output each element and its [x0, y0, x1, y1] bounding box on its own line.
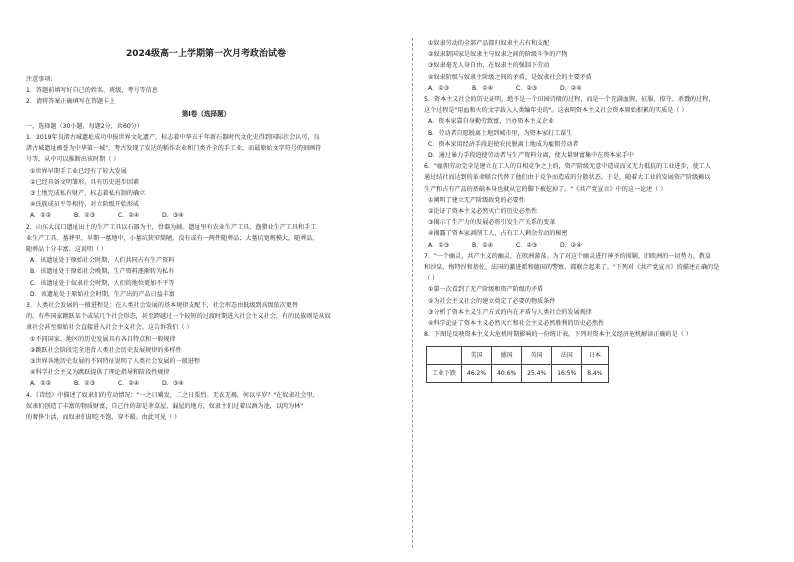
choice-c: C．②④ [118, 212, 140, 220]
question-6 [424, 161, 784, 251]
choice-b: B．①③ [74, 380, 96, 388]
choice-c: C．②③ [516, 84, 538, 92]
notice-heading: 注意事项: [26, 76, 53, 83]
question-5 [424, 94, 784, 161]
question-text: 5．资本主义社会的历史证明，绝不是一个田园诗般的过程，而是一个充满血腥、征服、掠夺、杀戮的过程， [424, 96, 715, 104]
table-row-label: 工业下跌 [427, 365, 462, 383]
choice-b: B．①③ [74, 212, 96, 220]
option-item: B．劳动者自愿脱离土地到城市里，为资本家打工谋生 [428, 129, 573, 137]
question-8 [424, 329, 784, 383]
table-header-cell: 英国 [522, 347, 552, 365]
question-text: 3．人类社会发展的一般进程是：在人类社会发展的基本规律支配下，社会形态由低级到高级依次更替 [26, 302, 299, 310]
question-text: 业生产工具。墓葬里，早期一墓地中，小墓坑狭窄简陋，没有或有一两件随葬品；大墓坑宽规模大，随葬品， [26, 234, 319, 242]
question-text: 6．"雇佣劳动完全是建立在工人的自相竞争之上的，资产阶级无意中造成而又无力抵抗的工业进步，使工人 [424, 163, 711, 171]
answer-choices [424, 240, 784, 251]
option-item: ③土地完成私有财产，标志着私有制的确立 [30, 190, 146, 198]
table-cell: 40.6% [492, 365, 522, 383]
table-header-cell: 美国 [462, 347, 492, 365]
question-text: 随葬品十分丰富。这说明（ ） [26, 246, 108, 254]
right-column [424, 38, 784, 383]
choice-a: A．①③ [428, 241, 450, 249]
option-item: D．该遗址处于原始社会时期，生产出的产品日益丰富 [30, 290, 175, 298]
table-cell: 8.4% [582, 365, 608, 383]
option-item: ③奴隶毫无人身自由，在奴隶主的强制下劳动 [428, 62, 550, 70]
option-item: ④科学社会主义为跳跃提供了理论指导和阶段性规律 [30, 369, 170, 377]
choice-b: B．①④ [472, 84, 494, 92]
table-cell: 25.4% [522, 365, 552, 383]
question-text: 的。有些国家跳跃某个或某几个社会形态，甚至跨越过一个较短的过渡时期进入社会主义社会，有的民族则是从奴 [26, 313, 331, 321]
question-text: 渚古城遗址被誉为中华第一城"，考古发现了发达的稻作农业和门类齐全的手工业，而最原始文字符号的刻画符 [26, 145, 322, 153]
notice-item: 1．答题前填写好自己的姓名、班级、考号等信息 [26, 87, 158, 95]
option-item: A．资本家靠自身勤劳致富，兴办资本主义企业 [428, 118, 555, 126]
option-item: ④氏族成员平等相待，对立阶级开始形成 [30, 201, 140, 209]
choice-d: D．②④ [560, 241, 582, 249]
choice-d: D．③④ [162, 212, 184, 220]
answer-choices [26, 378, 386, 389]
question-4-options [424, 38, 784, 94]
table-cell: 16.5% [552, 365, 582, 383]
option-item: C．资本家用经济手段迫使农民脱离土地成为雇佣劳动者 [428, 140, 579, 148]
answer-choices [424, 83, 784, 94]
option-item: ①阐明了建立无产阶级政党的必要性 [428, 196, 525, 204]
option-item: ①第一次看到了无产阶级和资产阶级的矛盾 [428, 286, 544, 294]
part-heading: 一、选择题（30小题，每题2分，共60分） [26, 122, 143, 130]
question-3 [26, 300, 386, 390]
option-item: ①世界早期手工业已经有了较大发展 [30, 167, 127, 175]
option-item: ①不同国家、地区的历史发展具有各自特点和一般规律 [30, 335, 176, 343]
option-item: ②已经具备文明雏形，具有历史进步因素 [30, 178, 140, 186]
option-item: ③世界各地历史发展的不同特征说明了人类社会发展的一般进程 [30, 358, 200, 366]
choice-a: A．①③ [428, 84, 450, 92]
question-text: 4．《诗经》中描述了奴隶们的劳动情况："一之日觱发，二之日栗烈。无衣无褐，何以卒岁？"在奴隶社会里， [26, 391, 319, 399]
choice-c: C．②④ [118, 380, 140, 388]
choice-a: A．①② [30, 212, 52, 220]
option-item: ②论证了资本主义必然灭亡的历史必然性 [428, 208, 538, 216]
question-text: 1．2019年良渚古城遗址成功申报世界文化遗产，标志着中华五千年新石器时代文化史得到国际社会认可，良 [26, 134, 320, 142]
question-text: 奴隶们创造了丰富的物质财富，自己住的却是茅草屋，漏屋的地方，奴隶主们过着以酒为池，以肉为林" [26, 402, 304, 410]
choice-c: C．②③ [516, 241, 538, 249]
option-item: A．该遗址处于原始社会时期，人们共同占有生产资料 [30, 257, 175, 265]
option-item: ②跳跃社会阶段完全违背人类社会历史发展规律的多样性 [30, 346, 182, 354]
question-text: 的奢侈生活，而奴隶们却吃不饱、穿不暖。由此可见（ ） [26, 414, 181, 422]
industry-decline-table [426, 346, 609, 383]
table-header-row [427, 347, 609, 365]
option-item: C．该遗址处于奴隶社会时期，人们的地位更加不平等 [30, 279, 175, 287]
option-item: ②奴隶制国家是奴隶主与奴隶之间的阶级斗争的产物 [428, 51, 568, 59]
answer-choices [26, 210, 386, 221]
option-item: ①奴隶劳动的全部产品都归奴隶主占有和支配 [428, 40, 550, 47]
question-text: 7．"一个幽灵，共产主义的幽灵，在欧洲游荡。为了对这个幽灵进行神圣的围剿，旧欧洲的一切势力，教皇 [424, 252, 711, 260]
exam-title: 2024级高一上学期第一次月考政治试卷 [125, 49, 287, 59]
question-text: 通过结社而达到的革命联合代替了他们由于竞争而造成的分散状态。于是，随着大工业的发展资产阶级赖以 [424, 174, 711, 182]
table-header-cell: 德国 [492, 347, 522, 365]
question-4 [26, 390, 386, 424]
option-item: ②为社会主义社会的建立奠定了必要的物质条件 [428, 297, 556, 305]
column-divider [412, 38, 413, 548]
question-text: 生产和占有产品的基础本身也就从它的脚下被挖掉了。"《共产党宣言》中的这一论述（ ） [424, 185, 667, 193]
choice-b: B．①④ [472, 241, 494, 249]
section-title: 第Ⅰ卷（选择题） [181, 109, 231, 118]
question-text: 和沙皇、梅特涅和基佐、法国的激进派和德国的警察，都联合起来了。"下列对《共产党宣言》的描述正确的是 [424, 264, 720, 272]
option-item: B．该遗址处于原始社会晚期，生产资料逐渐转为私有 [30, 268, 175, 276]
table-header-cell: 日本 [582, 347, 608, 365]
question-7 [424, 251, 784, 329]
question-text: 号等，从中可以推断出该时期（ ） [26, 156, 120, 164]
option-item: ④科学论证了资本主义必然灭亡和社会主义必然胜利的历史必然性 [428, 320, 605, 328]
option-item: ③分析了资本主义生产方式的内在矛盾与人类社会的发展规律 [428, 308, 592, 316]
question-2 [26, 222, 386, 300]
left-column [26, 40, 386, 423]
table-header-cell [427, 347, 462, 365]
question-1 [26, 132, 386, 222]
table-cell: 46.2% [462, 365, 492, 383]
choice-a: A．①② [30, 380, 52, 388]
question-text: 8．下图是反映资本主义大危机时期影响的一份统计表。下列对资本主义经济危机解读正确的是（ ） [424, 331, 692, 339]
choice-d: D．②④ [560, 84, 582, 92]
table-row [427, 365, 609, 383]
table-header-cell: 法国 [552, 347, 582, 365]
notice-item: 2．请将答案正确填写在答题卡上 [26, 98, 116, 106]
question-text: 隶社会甚至原始社会直接进入社会主义社会。这告诉我们（ ） [26, 324, 193, 332]
option-item: ④奴隶阶级与奴隶主阶级之间的矛盾，是奴隶社会的主要矛盾 [428, 73, 592, 81]
option-item: D．通过暴力手段迫使劳动者与生产资料分离，使大量财富集中在资本家手中 [428, 152, 634, 160]
choice-d: D．③④ [162, 380, 184, 388]
option-item: ③揭示了生产力的发展必将引发生产关系的变革 [428, 219, 556, 227]
question-text: 2．山东大汶口遗址出土的生产工具以石器为主，骨器为辅。遗址里有农业生产工具、渔猎业生产工具和手工 [26, 223, 317, 231]
question-text: （ ） [424, 275, 439, 283]
question-text: 这个过程是"用血和火的文字载入人类编年史的"。这表明资本主义社会资本原始积累的实质是（ ） [424, 107, 688, 115]
option-item: ④揭露了资本家剥削工人、占有工人剩余劳动的秘密 [428, 230, 568, 238]
